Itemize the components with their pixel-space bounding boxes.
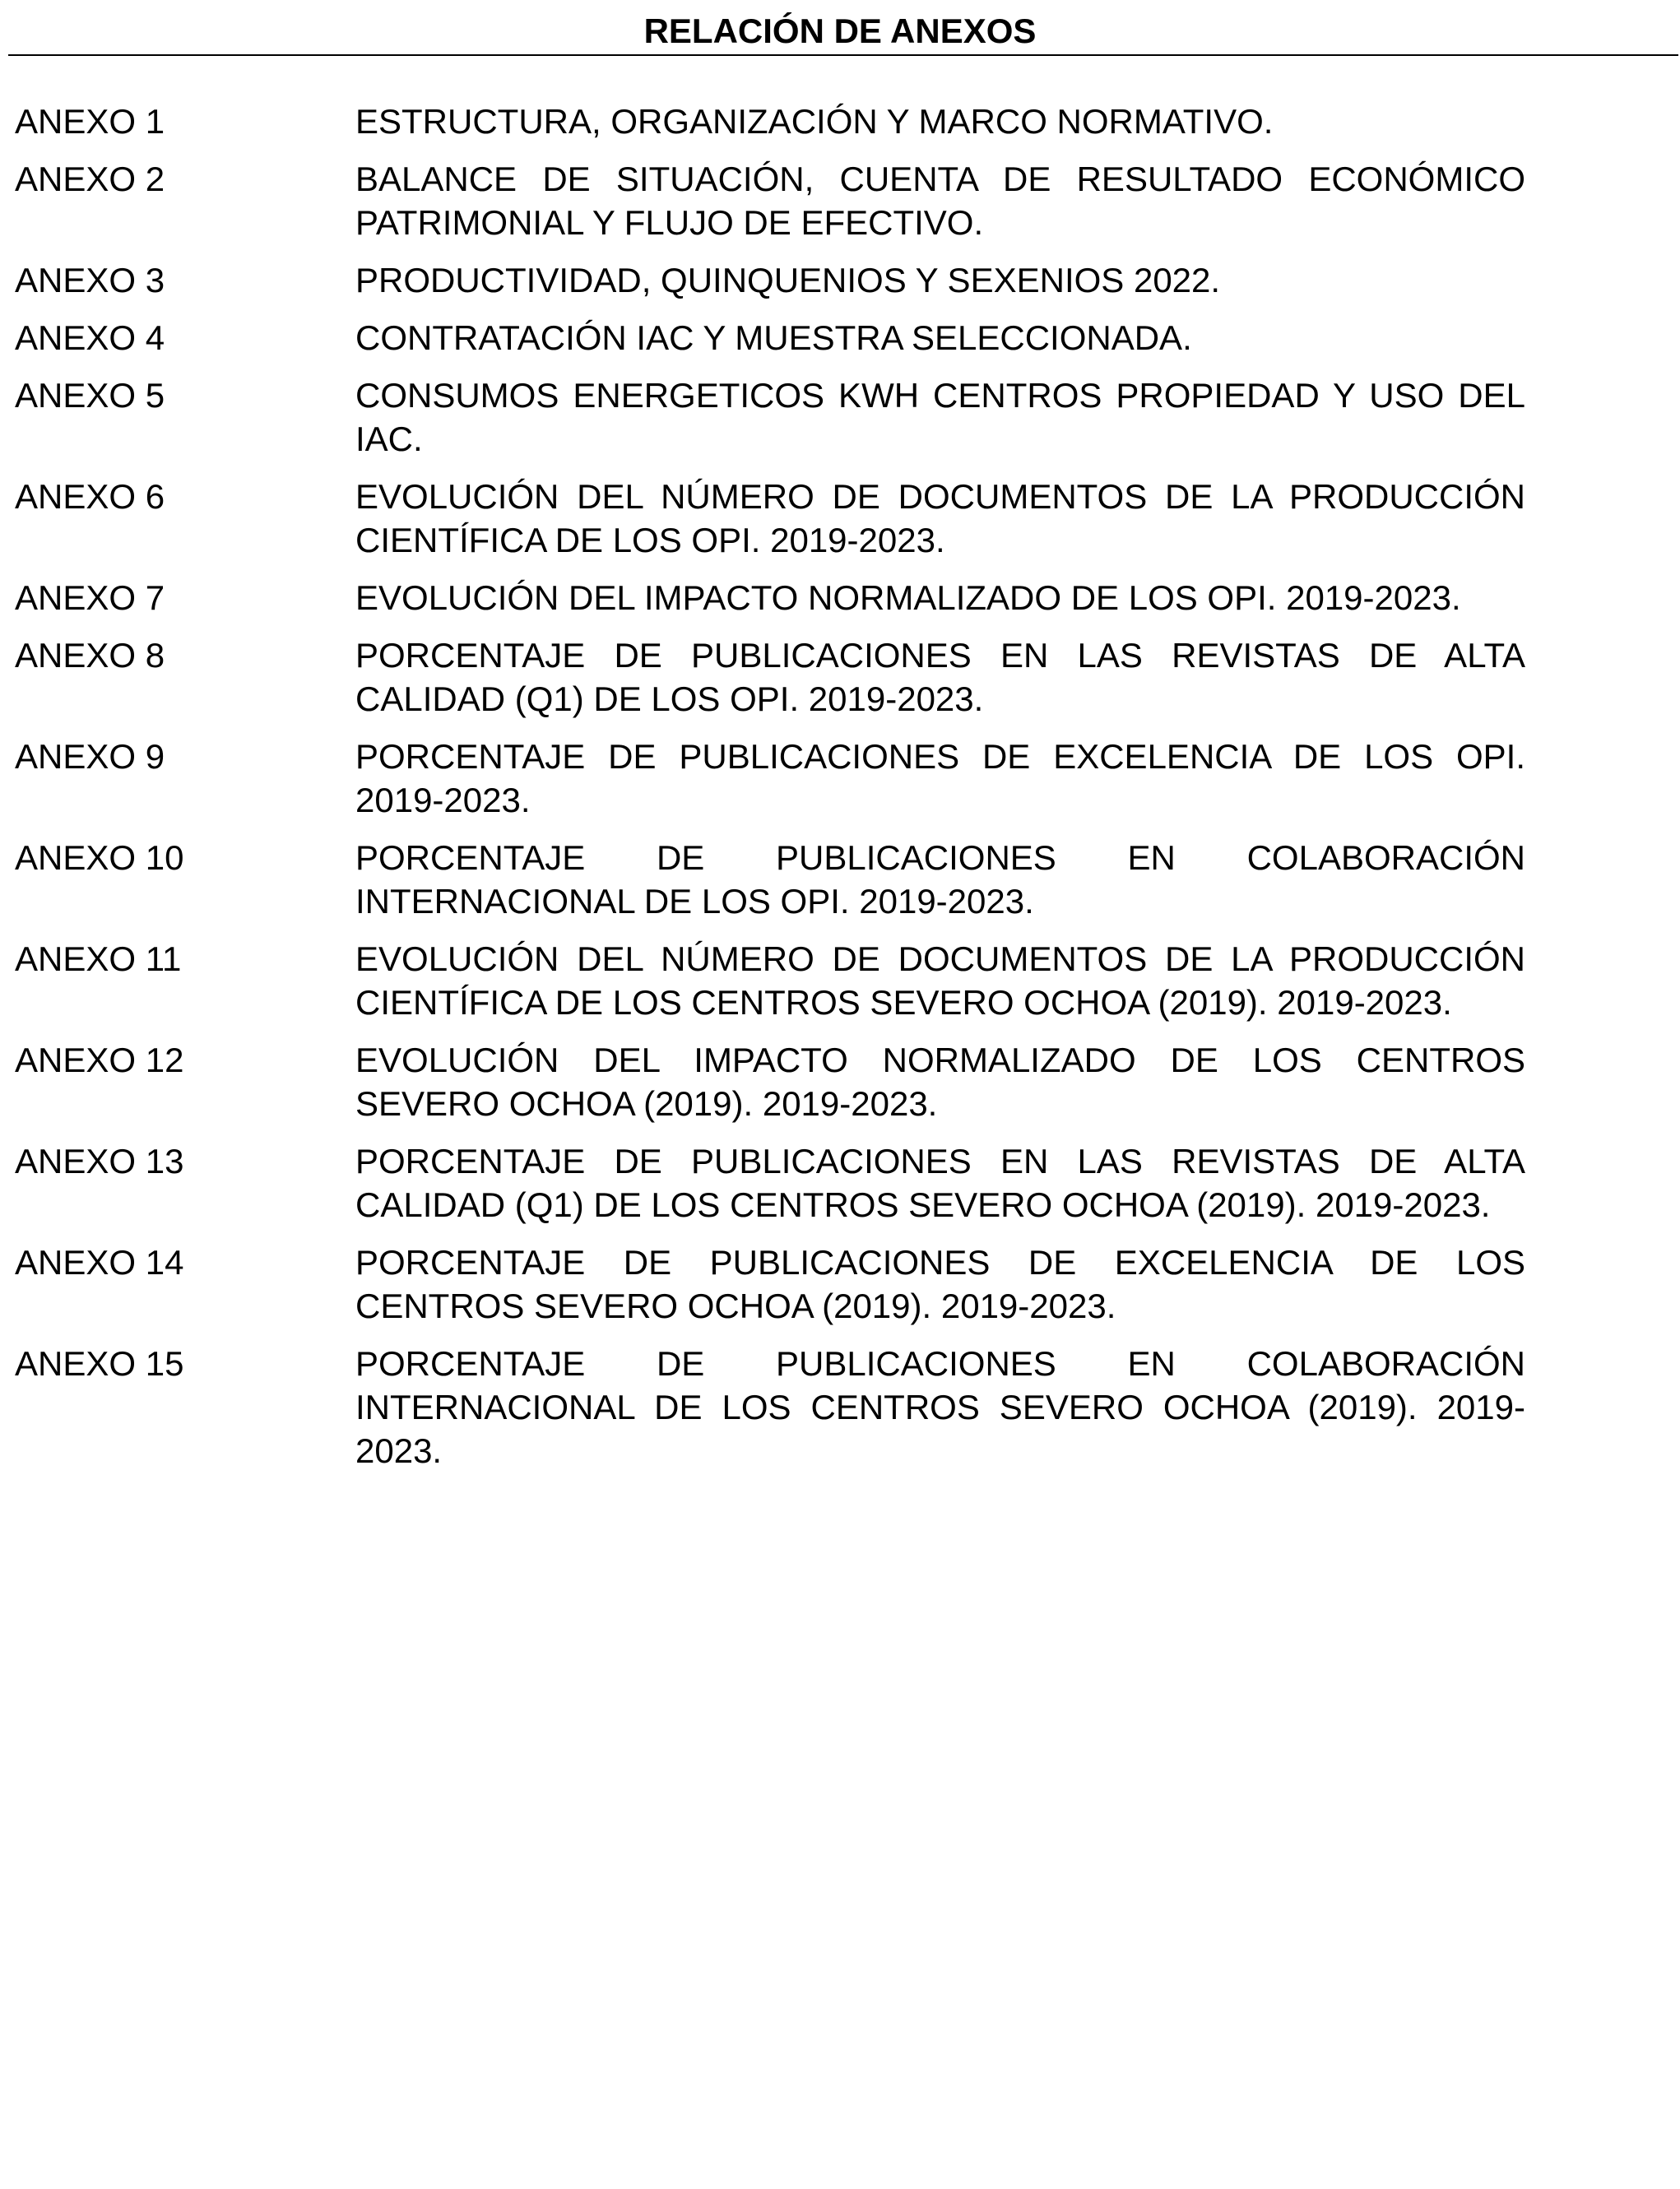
annex-description: CONTRATACIÓN IAC Y MUESTRA SELECCIONADA. [355,318,1192,357]
annex-row [15,576,1525,619]
page-title: RELACIÓN DE ANEXOS [643,12,1037,50]
annex-row [15,735,1525,822]
annex-description: PORCENTAJE DE PUBLICACIONES EN COLABORACIÓN INTERNACIONAL DE LOS CENTROS SEVERO OCHOA (2019). 2019-2023. [355,1344,1525,1470]
annex-description: EVOLUCIÓN DEL NÚMERO DE DOCUMENTOS DE LA PRODUCCIÓN CIENTÍFICA DE LOS CENTROS SEVERO OCHOA (2019). 2019-2023. [355,939,1525,1022]
annex-description: ESTRUCTURA, ORGANIZACIÓN Y MARCO NORMATIVO. [355,102,1274,141]
title-divider [8,54,1678,56]
annex-description: EVOLUCIÓN DEL IMPACTO NORMALIZADO DE LOS OPI. 2019-2023. [355,578,1461,617]
annex-row [15,1038,1525,1125]
annex-label: ANEXO 1 [15,102,165,141]
annex-description: PORCENTAJE DE PUBLICACIONES DE EXCELENCIA DE LOS OPI. 2019-2023. [355,737,1525,819]
annex-description: PRODUCTIVIDAD, QUINQUENIOS Y SEXENIOS 2022. [355,261,1221,299]
annex-row [15,1241,1525,1328]
annex-description: CONSUMOS ENERGETICOS KWH CENTROS PROPIEDAD Y USO DEL IAC. [355,376,1525,458]
annex-list [15,100,1525,1486]
annex-label: ANEXO 13 [15,1142,184,1180]
annex-label: ANEXO 7 [15,578,165,617]
annex-description: PORCENTAJE DE PUBLICACIONES EN LAS REVISTAS DE ALTA CALIDAD (Q1) DE LOS OPI. 2019-2023. [355,636,1525,718]
annex-row [15,836,1525,923]
annex-description: EVOLUCIÓN DEL NÚMERO DE DOCUMENTOS DE LA PRODUCCIÓN CIENTÍFICA DE LOS OPI. 2019-2023. [355,477,1525,559]
annex-label: ANEXO 6 [15,477,165,516]
annex-label: ANEXO 11 [15,939,182,978]
annex-description: PORCENTAJE DE PUBLICACIONES EN COLABORACIÓN INTERNACIONAL DE LOS OPI. 2019-2023. [355,838,1525,921]
annex-row [15,475,1525,562]
annex-row [15,1139,1525,1227]
annex-label: ANEXO 3 [15,261,165,299]
annex-label: ANEXO 5 [15,376,165,415]
annex-row [15,373,1525,461]
annex-label: ANEXO 14 [15,1243,184,1282]
annex-description: EVOLUCIÓN DEL IMPACTO NORMALIZADO DE LOS CENTROS SEVERO OCHOA (2019). 2019-2023. [355,1041,1525,1123]
annex-row [15,157,1525,244]
annex-label: ANEXO 8 [15,636,165,675]
annex-row [15,316,1525,359]
annex-label: ANEXO 9 [15,737,165,776]
annex-label: ANEXO 15 [15,1344,184,1383]
annex-label: ANEXO 2 [15,160,165,198]
annex-description: PORCENTAJE DE PUBLICACIONES EN LAS REVISTAS DE ALTA CALIDAD (Q1) DE LOS CENTROS SEVERO OCHOA (2019). 2019-2023. [355,1142,1525,1224]
annex-description: BALANCE DE SITUACIÓN, CUENTA DE RESULTADO ECONÓMICO PATRIMONIAL Y FLUJO DE EFECTIVO. [355,160,1525,242]
annex-label: ANEXO 12 [15,1041,184,1079]
annex-row [15,633,1525,721]
annex-description: PORCENTAJE DE PUBLICACIONES DE EXCELENCIA DE LOS CENTROS SEVERO OCHOA (2019). 2019-2023. [355,1243,1525,1325]
annex-row [15,100,1525,143]
annex-row [15,1342,1525,1472]
annex-row [15,258,1525,302]
annex-label: ANEXO 10 [15,838,184,877]
annex-row [15,937,1525,1024]
annex-label: ANEXO 4 [15,318,165,357]
